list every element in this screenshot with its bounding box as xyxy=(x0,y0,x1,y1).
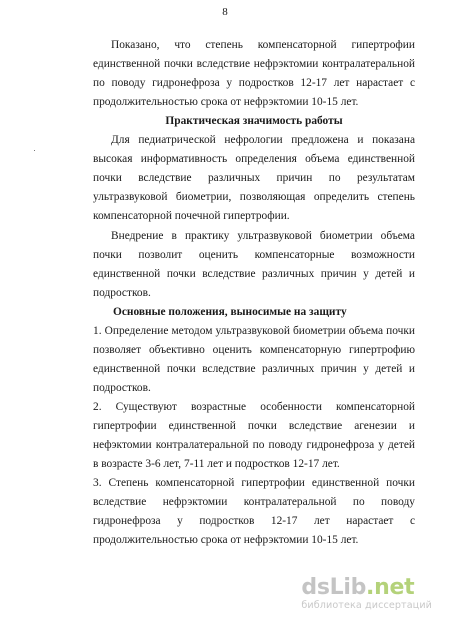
thesis-item: 2. Существуют возрастные особенности компенсаторной гипертрофии единственной почки вследствие агенезии и нефэктомии контралатеральной по поводу гидронефроза у детей в возрасте 3-6 лет, 7-11 лет и подростков 12-17 лет. xyxy=(93,401,415,470)
practical-significance-heading: Практическая значимость работы xyxy=(165,115,343,127)
watermark-domain: .net xyxy=(366,575,415,600)
practical-paragraph: Для педиатрической нефрологии предложена и показана высокая информативность определения объема единственной почки вследствие различных причин по результатам ультразвуковой биометрии, позволяющая определить степень компенсаторной почечной гипертрофии. xyxy=(93,134,415,222)
defense-theses-heading: Основные положения, выносимые на защиту xyxy=(113,306,347,318)
practical-paragraph: Внедрение в практику ультразвуковой биометрии объема почки позволит оценить компенсаторные возможности единственной почки вследствие различных причин у детей и подростков. xyxy=(93,230,415,299)
thesis-item: 3. Степень компенсаторной гипертрофии единственной почки вследствие нефрэктомии контралатеральной по поводу гидронефроза у подростков 12-17 лет нарастает с продолжительностью срока от нефрэктомии 10-15 лет. xyxy=(93,477,415,546)
dslib-watermark xyxy=(301,577,432,613)
watermark-logo xyxy=(301,577,432,599)
thesis-item: 1. Определение методом ультразвуковой биометрии объема почки позволяет объективно оценить компенсаторную гипертрофию единственной почки вследствие различных причин у детей и подростков. xyxy=(93,325,415,394)
intro-paragraph: Показано, что степень компенсаторной гипертрофии единственной почки вследствие нефрэктомии контралатеральной по поводу гидронефроза у подростков 12-17 лет нарастает с продолжительностью срока от нефрэктомии 10-15 лет. xyxy=(93,39,415,108)
page-number: 8 xyxy=(222,6,228,18)
watermark-brand: dsLib xyxy=(301,575,367,600)
watermark-caption: библиотека диссертаций xyxy=(301,600,432,611)
scan-speck xyxy=(34,150,35,151)
page-body xyxy=(93,36,415,550)
